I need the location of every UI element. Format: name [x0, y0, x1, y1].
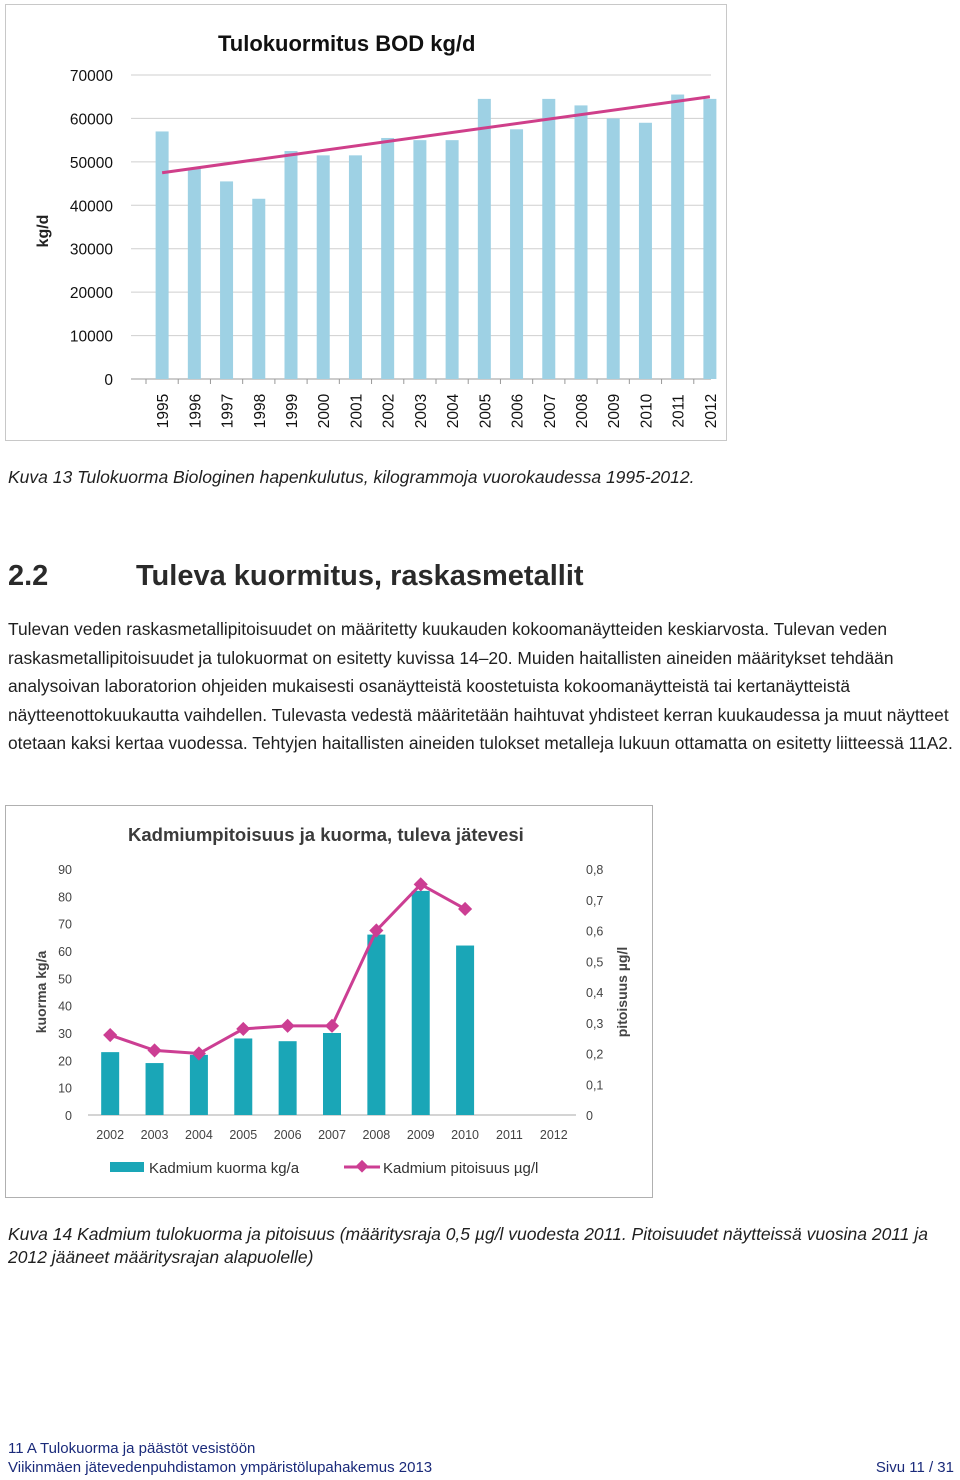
chart-title: Tulokuormitus BOD kg/d [218, 31, 476, 56]
x-tick-label: 2003 [412, 393, 430, 429]
y2-tick-label: 0,2 [586, 1047, 604, 1062]
bar-2003 [413, 140, 426, 379]
x-tick-label: 1998 [251, 393, 269, 429]
y2-tick-label: 0,5 [586, 955, 604, 970]
x-tick-label: 2003 [140, 1128, 169, 1142]
bar-1999 [285, 151, 298, 379]
y2-axis-label: pitoisuus µg/l [614, 946, 630, 1038]
trend-line [162, 97, 710, 173]
x-tick-label: 2007 [318, 1128, 346, 1142]
section-number: 2.2 [8, 560, 49, 592]
bar-2007 [542, 99, 555, 379]
x-tick-label: 2002 [96, 1128, 125, 1142]
x-tick-label: 2004 [445, 393, 463, 429]
x-tick-label: 1995 [155, 393, 173, 429]
bar-1997 [220, 181, 233, 379]
bar-2008 [575, 105, 588, 379]
bar-2002 [101, 1052, 119, 1115]
x-tick-label: 2012 [539, 1128, 568, 1142]
x-tick-label: 2000 [316, 393, 334, 429]
bar-2008 [367, 935, 385, 1115]
page-footer [8, 1439, 954, 1477]
y-tick-label: 90 [58, 863, 72, 877]
y-tick-label: 60 [58, 945, 72, 959]
y-tick-label: 20000 [69, 285, 113, 303]
x-tick-label: 2011 [670, 394, 688, 428]
point-2010 [458, 902, 472, 916]
y-tick-label: 70000 [69, 68, 113, 85]
footer-document-title: Viikinmäen jätevedenpuhdistamon ympäristölupahakemus 2013 [8, 1459, 433, 1476]
x-tick-label: 2005 [477, 393, 495, 429]
y-axis-label: kg/d [35, 214, 52, 248]
bar-2009 [412, 891, 430, 1115]
bar-2001 [349, 155, 362, 379]
point-2005 [236, 1022, 250, 1036]
x-tick-label: 2009 [406, 1128, 435, 1142]
bar-2003 [146, 1063, 164, 1115]
figure-14-caption: Kuva 14 Kadmium tulokuorma ja pitoisuus (määritysraja 0,5 µg/l vuodesta 2011. Pitoisuudet näytteissä vuosina 2011 ja 2012 jääneet määritysrajan alapuolelle) [8, 1224, 928, 1267]
cadmium-chart-svg [6, 806, 652, 1197]
x-tick-label: 2001 [348, 393, 366, 429]
x-tick-label: 2006 [509, 393, 527, 429]
bar-1998 [252, 199, 265, 379]
y-tick-label: 70 [58, 917, 72, 932]
bar-2009 [607, 118, 620, 379]
legend-swatch-bar [110, 1162, 144, 1172]
bar-2010 [456, 946, 474, 1115]
bar-2006 [279, 1041, 297, 1115]
bar-1996 [188, 168, 201, 379]
bar-2010 [639, 123, 652, 379]
x-tick-label: 2008 [574, 393, 591, 429]
legend-label-line: Kadmium pitoisuus µg/l [383, 1160, 539, 1177]
x-tick-label: 2010 [451, 1128, 479, 1142]
x-tick-label: 2006 [273, 1128, 302, 1142]
y2-tick-label: 0,1 [586, 1078, 604, 1093]
y2-tick-label: 0,8 [586, 863, 604, 877]
bar-2011 [671, 95, 684, 379]
bod-chart [5, 4, 727, 441]
y-tick-label: 30 [58, 1027, 72, 1041]
bar-2007 [323, 1033, 341, 1115]
point-2006 [281, 1019, 295, 1033]
footer-section-line: 11 A Tulokuorma ja päästöt vesistöön [8, 1440, 256, 1457]
x-tick-label: 2005 [229, 1128, 258, 1142]
x-tick-label: 2009 [606, 393, 624, 429]
x-tick-label: 1997 [219, 393, 237, 429]
y-tick-label: 50000 [69, 154, 113, 172]
y2-tick-label: 0,3 [586, 1016, 604, 1031]
legend-label-bar: Kadmium kuorma kg/a [149, 1160, 300, 1177]
point-2002 [103, 1028, 117, 1042]
body-paragraph [8, 615, 953, 758]
y-tick-label: 40000 [69, 198, 113, 216]
y-tick-label: 10 [58, 1081, 72, 1096]
section-heading [8, 560, 584, 593]
y-tick-label: 20 [58, 1054, 72, 1069]
bar-1995 [156, 131, 169, 379]
y-tick-label: 10000 [69, 328, 113, 346]
figure-13-caption: Kuva 13 Tulokuorma Biologinen hapenkulutus, kilogrammoja vuorokaudessa 1995-2012. [8, 467, 695, 487]
y-axis-label: kuorma kg/a [33, 950, 49, 1034]
x-tick-label: 2007 [541, 393, 559, 429]
bar-2000 [317, 155, 330, 379]
y2-tick-label: 0,6 [586, 924, 604, 939]
legend-swatch-marker [356, 1160, 369, 1173]
y-tick-label: 30000 [69, 241, 113, 259]
footer-page-number: Sivu 11 / 31 [875, 1459, 954, 1476]
x-tick-label: 1999 [284, 393, 301, 429]
section-title: Tuleva kuormitus, raskasmetallit [136, 560, 584, 592]
y-tick-label: 50 [58, 972, 72, 987]
y-tick-label: 40 [58, 999, 72, 1014]
x-tick-label: 2010 [638, 393, 656, 429]
point-2003 [147, 1043, 161, 1057]
y-tick-label: 60000 [69, 111, 113, 129]
y-tick-label: 80 [58, 890, 72, 905]
bar-2005 [234, 1038, 252, 1115]
y2-tick-label: 0,7 [586, 893, 604, 908]
bar-2012 [703, 99, 716, 379]
bar-2004 [190, 1055, 208, 1115]
bar-2004 [446, 140, 459, 379]
paragraph-text: Tulevan veden raskasmetallipitoisuudet on määritetty kuukauden kokoomanäytteiden keskiarvosta. Tulevan veden raskasmetallipitoisuudet ja tulokuormat on esitetty kuvissa 14–20. Muiden haitallisten aineiden määritykset tehdään analysoivan laboratorion ohjeiden mukaisesti osanäytteistä koostetuista kokoomanäytteistä tai kertanäytteistä näytteenottokuukautta vaihdellen. Tulevasta vedestä määritetään haihtuvat yhdisteet kerran kuukaudessa ja muut näytteet otetaan kaksi kertaa vuodessa. Tehtyjen haitallisten aineiden tulokset metalleja lukuun ottamatta on esitetty liitteessä 11A2. [8, 619, 953, 753]
cadmium-chart [5, 805, 653, 1198]
y-tick-label: 0 [65, 1109, 72, 1123]
x-tick-label: 2008 [362, 1128, 391, 1142]
x-tick-label: 2004 [185, 1128, 213, 1142]
y2-tick-label: 0,4 [586, 986, 604, 1000]
y2-tick-label: 0 [586, 1109, 593, 1123]
point-2007 [325, 1019, 339, 1033]
chart-title: Kadmiumpitoisuus ja kuorma, tuleva jätevesi [128, 824, 524, 845]
bar-2006 [510, 129, 523, 379]
bar-2002 [381, 138, 394, 379]
bar-2005 [478, 99, 491, 379]
x-tick-label: 1996 [187, 393, 205, 429]
x-tick-label: 2012 [702, 393, 720, 429]
y-tick-label: 0 [104, 372, 113, 389]
bod-chart-svg [6, 5, 726, 440]
x-tick-label: 2011 [496, 1128, 523, 1142]
x-tick-label: 2002 [380, 393, 398, 429]
